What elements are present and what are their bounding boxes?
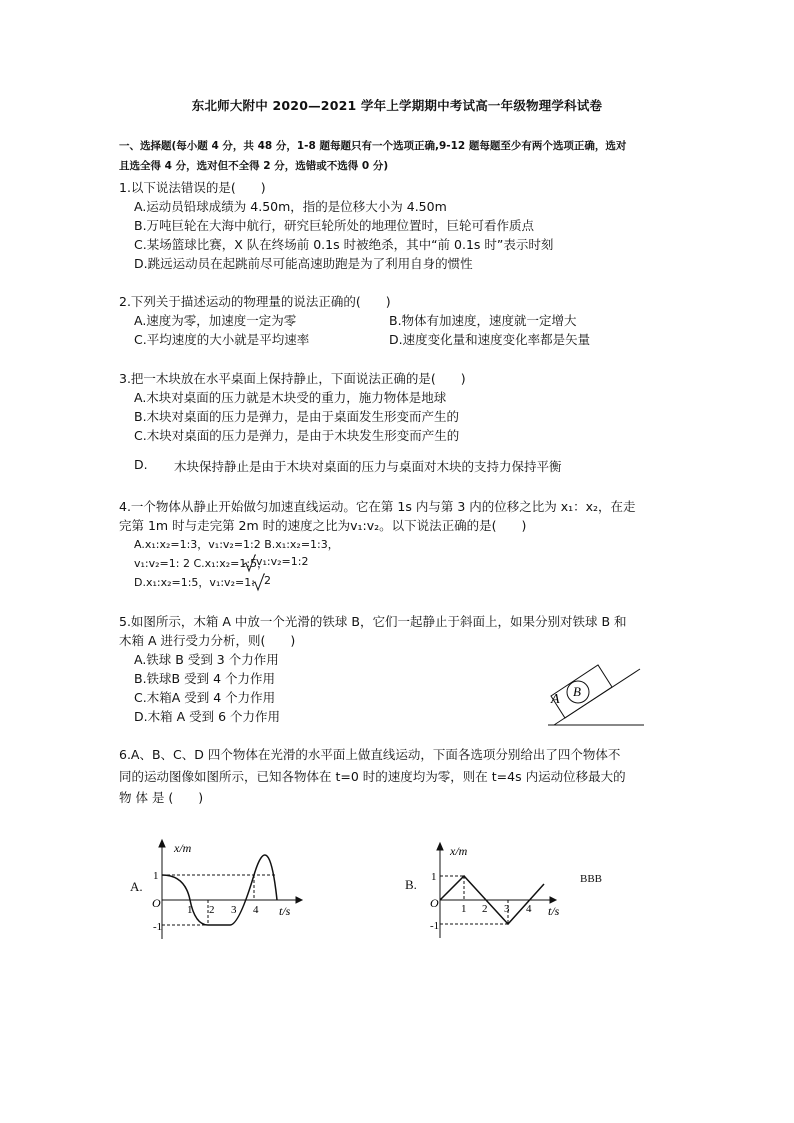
graph-a-option-label: A. xyxy=(130,879,143,894)
q6-stem-line2: 同的运动图像如图所示，已知各物体在 t=0 时的速度均为零，则在 t=4s 内运动位移最大的 xyxy=(119,769,626,784)
q2-option-c: C.平均速度的大小就是平均速率 xyxy=(134,332,310,347)
q4-options-line3: D.x₁:x₂=1:5，v₁:v₂=1: xyxy=(134,576,255,589)
y-axis-arrow xyxy=(437,843,443,850)
x-axis-arrow xyxy=(296,897,302,903)
q1-option-c: C.某场篮球比赛，X 队在终场前 0.1s 时被绝杀，其中“前 0.1s 时”表示时刻 xyxy=(134,237,554,252)
box-label: A xyxy=(551,692,560,707)
q5-option-c: C.木箱A 受到 4 个力作用 xyxy=(134,690,276,705)
incline-box-figure xyxy=(540,645,646,731)
q6-stem-line3: 物 体 是 ( ) xyxy=(119,790,204,805)
graph-a-ytick: -1 xyxy=(153,921,163,933)
q6-stem-line1: 6.A、B、C、D 四个物体在光滑的水平面上做直线运动，下面各选项分别给出了四个物体不 xyxy=(119,747,621,762)
q4-stem-line1: 4.一个物体从静止开始做匀加速直线运动。它在第 1s 内与第 3 内的位移之比为 x₁：x₂，在走 xyxy=(119,499,636,514)
q5-option-a: A.铁球 B 受到 3 个力作用 xyxy=(134,652,279,667)
graph-b-xlabel: t/s xyxy=(548,904,560,918)
q2-option-d: D.速度变化量和速度变化率都是矢量 xyxy=(389,332,591,347)
graph-a-xtick: 4 xyxy=(253,904,259,916)
sqrt-icon xyxy=(242,553,256,573)
graph-b-ytick: -1 xyxy=(430,920,440,932)
graph-a-ylabel: x/m xyxy=(174,841,192,855)
q1-option-d: D.跳远运动员在起跳前尽可能高速助跑是为了利用自身的惯性 xyxy=(134,256,473,271)
graph-b-xtick: 3 xyxy=(504,903,510,915)
section-instructions-line2: 且选全得 4 分，选对但不全得 2 分，选错或不选得 0 分) xyxy=(119,160,389,172)
page-title: 东北师大附中 2020—2021 学年上学期期中考试高一年级物理学科试卷 xyxy=(191,98,603,113)
graph-a-ytick: 1 xyxy=(153,870,159,882)
x-axis-arrow xyxy=(550,897,556,903)
q3-option-b: B.木块对桌面的压力是弹力，是由于桌面发生形变而产生的 xyxy=(134,409,460,424)
box-a xyxy=(551,665,612,718)
graph-b-xtick: 4 xyxy=(526,903,532,915)
q4-options-line2: v₁:v₂=1: 2 C.x₁:x₂=1:5， xyxy=(134,557,269,570)
graph-b-xtick: 2 xyxy=(482,903,488,915)
q1-option-a: A.运动员铅球成绩为 4.50m，指的是位移大小为 4.50m xyxy=(134,199,447,214)
graph-a-xtick: 1 xyxy=(187,904,193,916)
graph-a-xlabel: t/s xyxy=(279,904,291,918)
graph-b-origin: O xyxy=(430,896,439,910)
section-instructions-line1: 一、选择题(每小题 4 分，共 48 分，1-8 题每题只有一个选项正确,9-12 题每题至少有两个选项正确，选对 xyxy=(119,140,627,152)
q2-stem: 2.下列关于描述运动的物理量的说法正确的( ) xyxy=(119,294,391,309)
q5-option-b: B.铁球B 受到 4 个力作用 xyxy=(134,671,275,686)
graph-a-origin: O xyxy=(152,896,161,910)
q3-stem: 3.把一木块放在水平桌面上保持静止，下面说法正确的是( ) xyxy=(119,371,466,386)
q3-option-c: C.木块对桌面的压力是弹力，是由于木块发生形变而产生的 xyxy=(134,428,460,443)
sqrt-icon xyxy=(251,572,265,592)
graph-a-xtick: 2 xyxy=(209,904,215,916)
graph-b-xtick: 1 xyxy=(461,903,467,915)
q2-option-b: B.物体有加速度，速度就一定增大 xyxy=(389,313,577,328)
graph-b-note: BBB xyxy=(580,873,603,885)
q4-stem-line2: 完第 1m 时与走完第 2m 时的速度之比为v₁:v₂。以下说法正确的是( ) xyxy=(119,518,527,533)
q4-options-line2b: v₁:v₂=1:2 xyxy=(256,555,309,568)
q3-option-a: A.木块对桌面的压力就是木块受的重力，施力物体是地球 xyxy=(134,390,447,405)
q5-option-d: D.木箱 A 受到 6 个力作用 xyxy=(134,709,280,724)
graph-a-xtick: 3 xyxy=(231,904,237,916)
q3-option-d-text: 木块保持静止是由于木块对桌面的压力与桌面对木块的支持力保持平衡 xyxy=(174,459,562,474)
graph-b-option-label: B. xyxy=(405,877,417,892)
q2-option-a: A.速度为零，加速度一定为零 xyxy=(134,313,297,328)
ball-label: B xyxy=(573,684,581,699)
q5-stem-line2: 木箱 A 进行受力分析，则( ) xyxy=(119,633,296,648)
graph-a xyxy=(150,835,310,943)
graph-b-ylabel: x/m xyxy=(450,844,468,858)
curve-a xyxy=(162,855,277,925)
q1-option-b: B.万吨巨轮在大海中航行，研究巨轮所处的地理位置时，巨轮可看作质点 xyxy=(134,218,535,233)
q4-options-line1: A.x₁:x₂=1:3，v₁:v₂=1:2 B.x₁:x₂=1:3， xyxy=(134,538,339,551)
graph-b-ytick: 1 xyxy=(431,871,437,883)
q4-options-line3b: 2 xyxy=(264,574,271,587)
q1-stem: 1.以下说法错误的是( ) xyxy=(119,180,266,195)
q3-option-d-letter: D. xyxy=(134,457,148,472)
q5-stem-line1: 5.如图所示，木箱 A 中放一个光滑的铁球 B，它们一起静止于斜面上，如果分别对铁球 B 和 xyxy=(119,614,627,629)
graph-b xyxy=(428,840,570,940)
y-axis-arrow xyxy=(159,840,165,847)
